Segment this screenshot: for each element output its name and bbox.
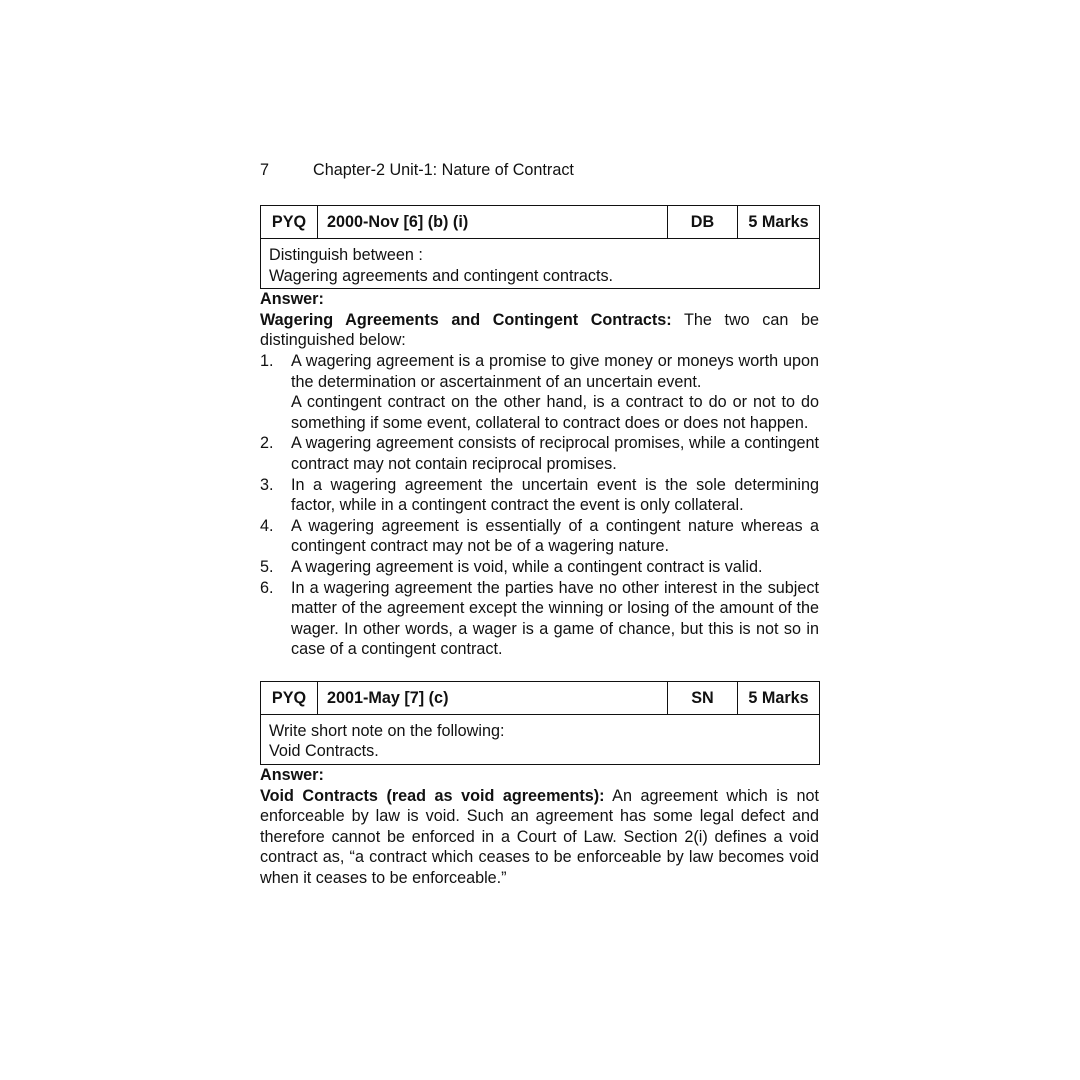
question-2-text [261, 714, 820, 764]
question-1-body-row [261, 239, 820, 289]
question-1-header-row [261, 206, 820, 239]
question-2-table [260, 681, 820, 765]
answer-1-list [260, 351, 819, 660]
answer-2-body: An agreement which is not enforceable by law is void. Such an agreement has some legal defect and therefore cannot be enforced in a Court of Law. Section 2(i) defines a void contract as, “a contract which ceases to be enforceable by law becomes void when it ceases to be enforceable.” [260, 786, 819, 888]
answer-2-heading: Void Contracts (read as void agreements): [260, 786, 605, 805]
page-number: 7 [260, 161, 270, 179]
list-item-number: 4. [260, 516, 274, 535]
question-1-line: Wagering agreements and contingent contracts. [269, 266, 614, 285]
question-2-reference: 2001-May [7] (c) [318, 681, 668, 714]
question-2-line: Write short note on the following: [269, 721, 505, 740]
question-2-tag: PYQ [261, 681, 318, 714]
answer-1-intro [260, 310, 819, 351]
chapter-title: Chapter-2 Unit-1: Nature of Contract [313, 161, 574, 179]
list-item [260, 578, 819, 660]
list-item [260, 557, 819, 578]
question-1-marks: 5 Marks [738, 206, 820, 239]
book-page [260, 160, 819, 889]
page-header [260, 160, 819, 184]
answer-1-label: Answer: [260, 290, 324, 309]
list-item-text: In a wagering agreement the parties have no other interest in the subject matter of the agreement except the winning or losing of the amount of the wager. In other words, a wager is a game of chance, but this is not so in case of a contingent contract. [291, 578, 819, 659]
list-item [260, 433, 819, 474]
answer-2-label: Answer: [260, 766, 324, 785]
question-1-tag: PYQ [261, 206, 318, 239]
list-item-text: In a wagering agreement the uncertain event is the sole determining factor, while in a contingent contract the event is only collateral. [291, 475, 819, 515]
list-item-text: A wagering agreement is essentially of a contingent nature whereas a contingent contract may not be of a wagering nature. [291, 516, 819, 556]
list-item [260, 516, 819, 557]
section-spacer [260, 660, 819, 681]
question-2-type: SN [668, 681, 738, 714]
question-1-reference: 2000-Nov [6] (b) (i) [318, 206, 668, 239]
answer-2-text [260, 786, 819, 889]
list-item-subtext: A contingent contract on the other hand, is a contract to do or not to do something if some event, collateral to contract does or does not happen. [291, 393, 819, 432]
answer-1-intro-text: The two can be distinguished below: [260, 310, 819, 350]
list-item-text: A wagering agreement is a promise to give money or moneys worth upon the determination or ascertainment of an uncertain event. [291, 351, 819, 391]
list-item-text: A wagering agreement is void, while a contingent contract is valid. [291, 557, 763, 576]
list-item-number: 3. [260, 475, 274, 494]
question-2-body-row [261, 714, 820, 764]
question-1-table [260, 205, 820, 289]
question-1-text [261, 239, 820, 289]
list-item-number: 2. [260, 434, 274, 453]
list-item-number: 5. [260, 557, 274, 576]
list-item [260, 475, 819, 516]
question-2-line: Void Contracts. [269, 742, 379, 761]
list-item-text: A wagering agreement consists of reciprocal promises, while a contingent contract may not contain reciprocal promises. [291, 434, 819, 473]
answer-1-intro-heading: Wagering Agreements and Contingent Contracts: [260, 310, 672, 329]
list-item-number: 6. [260, 578, 274, 597]
list-item [260, 351, 819, 433]
question-2-header-row [261, 681, 820, 714]
question-2-marks: 5 Marks [738, 681, 820, 714]
list-item-number: 1. [260, 351, 274, 370]
question-1-type: DB [668, 206, 738, 239]
question-1-line: Distinguish between : [269, 246, 423, 264]
